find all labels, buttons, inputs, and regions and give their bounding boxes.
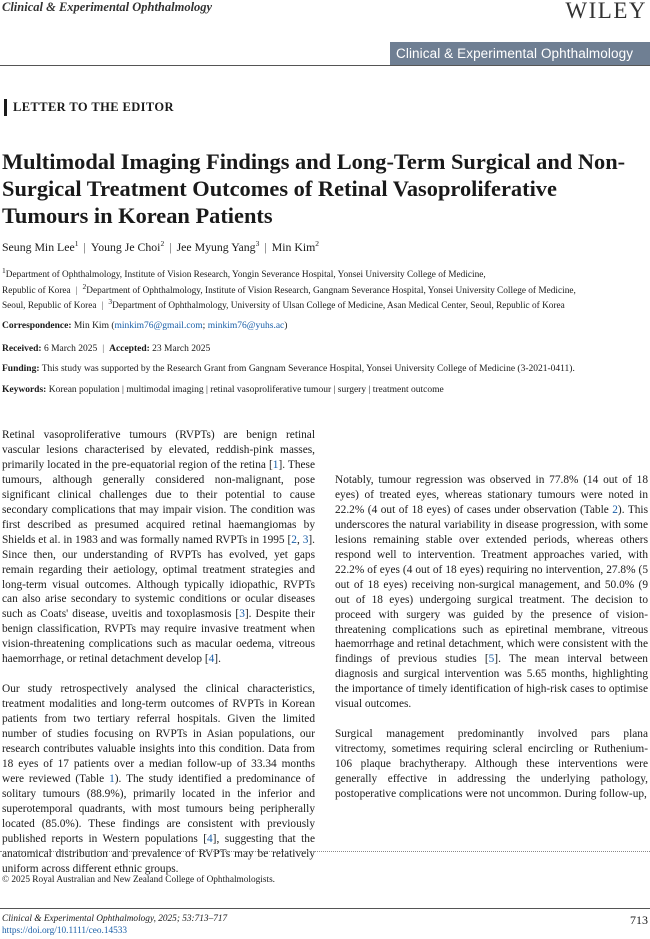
funding-text: This study was supported by the Research Grant from Gangnam Severance Hospital, Yonsei University College of Medicine (3-2021-0411). bbox=[41, 364, 575, 374]
body-paragraph: Notably, tumour regression was observed in 77.8% (14 out of 18 eyes) of treated eyes, whereas stationary tumours were noted in 22.2% (4 out of 18 eyes) of cases under observation (Table 2). This underscores the natural variability in disease progression, with some lesions remaining stable over extended periods, whereas others respond well to intervention. Treatment approaches varied, with 22.2% of eyes (4 out of 18 eyes) requiring no intervention, 27.8% (5 out of 18 eyes) receiving non-surgical management, and 50.0% (9 out of 18 eyes) undergoing surgical treatment. The decision to proceed with surgery was guided by the presence of vision-threatening complications such as epiretinal membrane, vitreous haemorrhage and retinal detachment, which were consistent with the findings of previous studies [5]. The mean interval between diagnosis and surgical intervention was 5.65 months, highlighting the importance of timely identification of high-risk cases to optimise visual outcomes. bbox=[335, 474, 648, 711]
reference-link[interactable]: 3 bbox=[302, 533, 309, 546]
affiliations: $^1$Department of Ophthalmology, Institute of Vision Research, Yongin Severance Hospital, Yonsei University College of Medicine, Republic of Korea | $^2$Department of Ophthalmology, Institute of Vision Research, Gangnam Severance Hospital, Yonsei University College of Medicine, Seoul, Republic of Korea | $^3$Department of Ophthalmology, University of Ulsan College of Medicine, Asan Medical Center, Seoul, Republic of Korea bbox=[2, 265, 576, 311]
reference-link[interactable]: 3 bbox=[239, 608, 245, 621]
journal-banner: Clinical & Experimental Ophthalmology bbox=[390, 42, 650, 66]
email-link[interactable]: minkim76@gmail.com bbox=[114, 321, 203, 331]
article-type-label: LETTER TO THE EDITOR bbox=[13, 100, 174, 114]
author-affil-sup: 3 bbox=[255, 239, 260, 249]
article-title: Multimodal Imaging Findings and Long-Term Surgical and Non-Surgical Treatment Outcomes of Retinal Vasoproliferative Tumours in Korean Patients bbox=[2, 149, 626, 228]
table-link[interactable]: 2 bbox=[612, 503, 618, 516]
author-list: Seung Min Lee$^1$ | Young Je Choi$^2$ | Jee Myung Yang$^3$ | Min Kim$^2$ bbox=[2, 239, 320, 254]
funding: Funding: This study was supported by the Research Grant from Gangnam Severance Hospital, Yonsei University College of Medicine (3-2021-0411). bbox=[2, 364, 575, 374]
keywords-text: Korean population | multimodal imaging | retinal vasoproliferative tumour | surgery | treatment outcome bbox=[48, 385, 444, 395]
journal-running-title: Clinical & Experimental Ophthalmology bbox=[2, 0, 213, 14]
reference-link[interactable]: 1 bbox=[272, 458, 279, 471]
received-date: 6 March 2025 bbox=[43, 344, 98, 354]
body-column-right bbox=[335, 473, 648, 817]
correspondence: Correspondence: Min Kim (minkim76@gmail.com; minkim76@yuhs.ac) bbox=[2, 321, 288, 331]
author-name[interactable]: Seung Min Lee bbox=[2, 240, 75, 254]
reference-link[interactable]: 5 bbox=[488, 653, 495, 666]
author-name[interactable]: Jee Myung Yang bbox=[176, 240, 256, 254]
reference-link[interactable]: 4 bbox=[208, 653, 215, 666]
doi-link[interactable]: https://doi.org/10.1111/ceo.14533 bbox=[2, 926, 128, 936]
author-affil-sup: 1 bbox=[74, 239, 79, 249]
footnote-divider bbox=[0, 851, 650, 852]
keywords: Keywords: Korean population | multimodal imaging | retinal vasoproliferative tumour | surgery | treatment outcome bbox=[2, 385, 444, 395]
affiliation-1: Department of Ophthalmology, Institute of Vision Research, Yongin Severance Hospital, Yonsei University College of Medicine, bbox=[5, 270, 486, 280]
body-column-left bbox=[2, 428, 315, 892]
affiliation-2: Department of Ophthalmology, Institute of Vision Research, Gangnam Severance Hospital, Yonsei University College of Medicine, bbox=[86, 285, 576, 296]
page-number: 713 bbox=[630, 913, 648, 927]
footer-rule bbox=[0, 908, 650, 909]
affiliation-2-cont: Seoul, Republic of Korea bbox=[2, 301, 97, 311]
article-dates: Received: 6 March 2025 | Accepted: 23 March 2025 bbox=[2, 344, 211, 354]
section-marker bbox=[4, 99, 7, 116]
email-link[interactable]: minkim76@yuhs.ac bbox=[207, 321, 285, 331]
body-paragraph: Our study retrospectively analysed the clinical characteristics, treatment modalities and long-term outcomes of RVPTs in Korean patients from two tertiary referral hospitals. Given the limited number of studies focusing on RVPTs in Asian populations, our research contributes valuable insights into this condition. Data from 18 eyes of 17 patients over a median follow-up of 33.34 months were reviewed (Table 1). The study identified a predominance of solitary tumours (88.9%), primarily located in the inferior and superotemporal quadrants, with most tumours being peripherally located (85.0%). These findings are consistent with previously published reports in Western populations [4], suggesting that the anatomical distribution and prevalence of RVPTs may be relatively uniform across different ethnic groups. bbox=[2, 683, 315, 875]
reference-link[interactable]: 4 bbox=[207, 832, 213, 845]
copyright-notice: © 2025 Royal Australian and New Zealand College of Ophthalmologists. bbox=[2, 875, 276, 885]
table-link[interactable]: 1 bbox=[109, 772, 115, 785]
body-paragraph: Surgical management predominantly involved pars plana vitrectomy, sometimes requiring scleral encircling or Ruthenium-106 plaque brachytherapy. Although these interventions were generally effective in addressing the underlying pathology, postoperative complications were not uncommon. During follow-up, bbox=[335, 728, 648, 800]
header-rule bbox=[0, 65, 650, 66]
author-affil-sup: 2 bbox=[315, 239, 320, 249]
affiliation-3: Department of Ophthalmology, University of Ulsan College of Medicine, Asan Medical Center, Seoul, Republic of Korea bbox=[112, 301, 565, 311]
reference-link[interactable]: 2 bbox=[291, 533, 297, 546]
accepted-date: 23 March 2025 bbox=[152, 344, 211, 354]
author-name[interactable]: Young Je Choi bbox=[90, 240, 161, 254]
journal-citation: Clinical & Experimental Ophthalmology, 2025; 53:713–717 bbox=[2, 914, 228, 924]
author-name[interactable]: Min Kim bbox=[271, 240, 316, 254]
body-paragraph: Retinal vasoproliferative tumours (RVPTs) are benign retinal vascular lesions characterised by elevated, reddish-pink masses, primarily located in the pre-equatorial region of the retina [1]. These tumours, although generally considered non-malignant, pose significant clinical challenges due to their potential to cause secondary complications that may impair vision. The condition was first described as presumed acquired retinal haemangiomas by Shields et al. in 1983 and was formally named RVPTs in 1995 [2, 3]. Since then, our understanding of RVPTs has evolved, yet gaps remain regarding their aetiology, optimal treatment strategies and long-term visual outcomes. Although typically idiopathic, RVPTs can also arise secondary to systemic conditions or ocular diseases such as Coats' disease, uveitis and toxoplasmosis [3]. Despite their benign classification, RVPTs may require invasive treatment when vision-threatening complications such as macular oedema, vitreous haemorrhage, or retinal detachment develop [4]. bbox=[2, 429, 315, 666]
author-affil-sup: 2 bbox=[160, 239, 165, 249]
affiliation-1-cont: Republic of Korea bbox=[2, 285, 71, 296]
publisher-logo: WILEY bbox=[565, 0, 647, 23]
